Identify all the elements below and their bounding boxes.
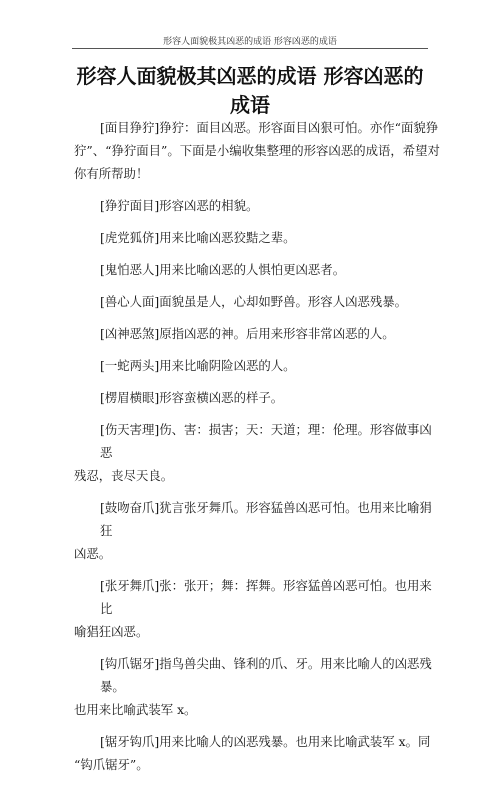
paragraph-text: [虎党狐侪]用来比喻凶恶狡黠之辈。 [100,230,296,245]
paragraph-item [100,194,440,217]
paragraph-text: [锯牙钩爪]用来比喻人的凶恶残暴。也用来比喻武装军 x。同 [100,734,431,749]
paragraph-text-rest: 喻猖狂凶恶。 [74,624,149,639]
paragraph-intro-rest: 狞”、“狰狞面目”。下面是小编收集整理的形容凶恶的成语，希望对你有所帮助！ [74,143,440,181]
paragraph-text-rest: 也用来比喻武装军 x。 [74,702,197,717]
paragraph-item [74,418,440,487]
paragraph-item [74,652,440,721]
paragraph-item [100,386,440,409]
page-title: 形容人面貌极其凶恶的成语 形容凶恶的成语 [76,64,424,117]
paragraph-item [74,574,440,643]
paragraph-text: [凶神恶煞]原指凶恶的神。后用来形容非常凶恶的人。 [100,326,395,341]
header-rule [72,48,428,49]
paragraph-text: [狰狞面目]形容凶恶的相貌。 [100,198,259,213]
paragraph-text: [伤天害理]伤、害：损害；天：天道；理：伦理。形容做事凶恶 [100,422,432,460]
paragraph-intro [74,116,440,185]
paragraph-text-rest: 凶恶。 [74,546,112,561]
document-body [74,116,440,785]
paragraph-intro-line1: [面目狰狞]狰狞：面目凶恶。形容面目凶狠可怕。亦作“面貌狰 [100,120,439,135]
paragraph-text: [钩爪锯牙]指鸟兽尖曲、锋利的爪、牙。用来比喻人的凶恶残暴。 [100,656,432,694]
paragraph-item [100,354,440,377]
paragraph-item [100,290,440,313]
paragraph-text: [鼓吻奋爪]犹言张牙舞爪。形容猛兽凶恶可怕。也用来比喻狷狂 [100,500,432,538]
paragraph-item [100,226,440,249]
paragraph-text-rest: “钩爪锯牙”。 [74,757,149,772]
paragraph-item [74,496,440,565]
running-header: 形容人面貌极其凶恶的成语 形容凶恶的成语 [163,37,337,47]
paragraph-item [100,322,440,345]
paragraph-text: [鬼怕恶人]用来比喻凶恶的人惧怕更凶恶者。 [100,262,346,277]
paragraph-text: [兽心人面]面貌虽是人，心却如野兽。形容人凶恶残暴。 [100,294,408,309]
paragraph-text: [张牙舞爪]张：张开；舞：挥舞。形容猛兽凶恶可怕。也用来比 [100,578,432,616]
paragraph-text-rest: 残忍，丧尽天良。 [74,468,174,483]
paragraph-item [100,258,440,281]
paragraph-text: [楞眉横眼]形容蛮横凶恶的样子。 [100,390,284,405]
paragraph-text: [一蛇两头]用来比喻阴险凶恶的人。 [100,358,296,373]
paragraph-item [74,730,440,776]
